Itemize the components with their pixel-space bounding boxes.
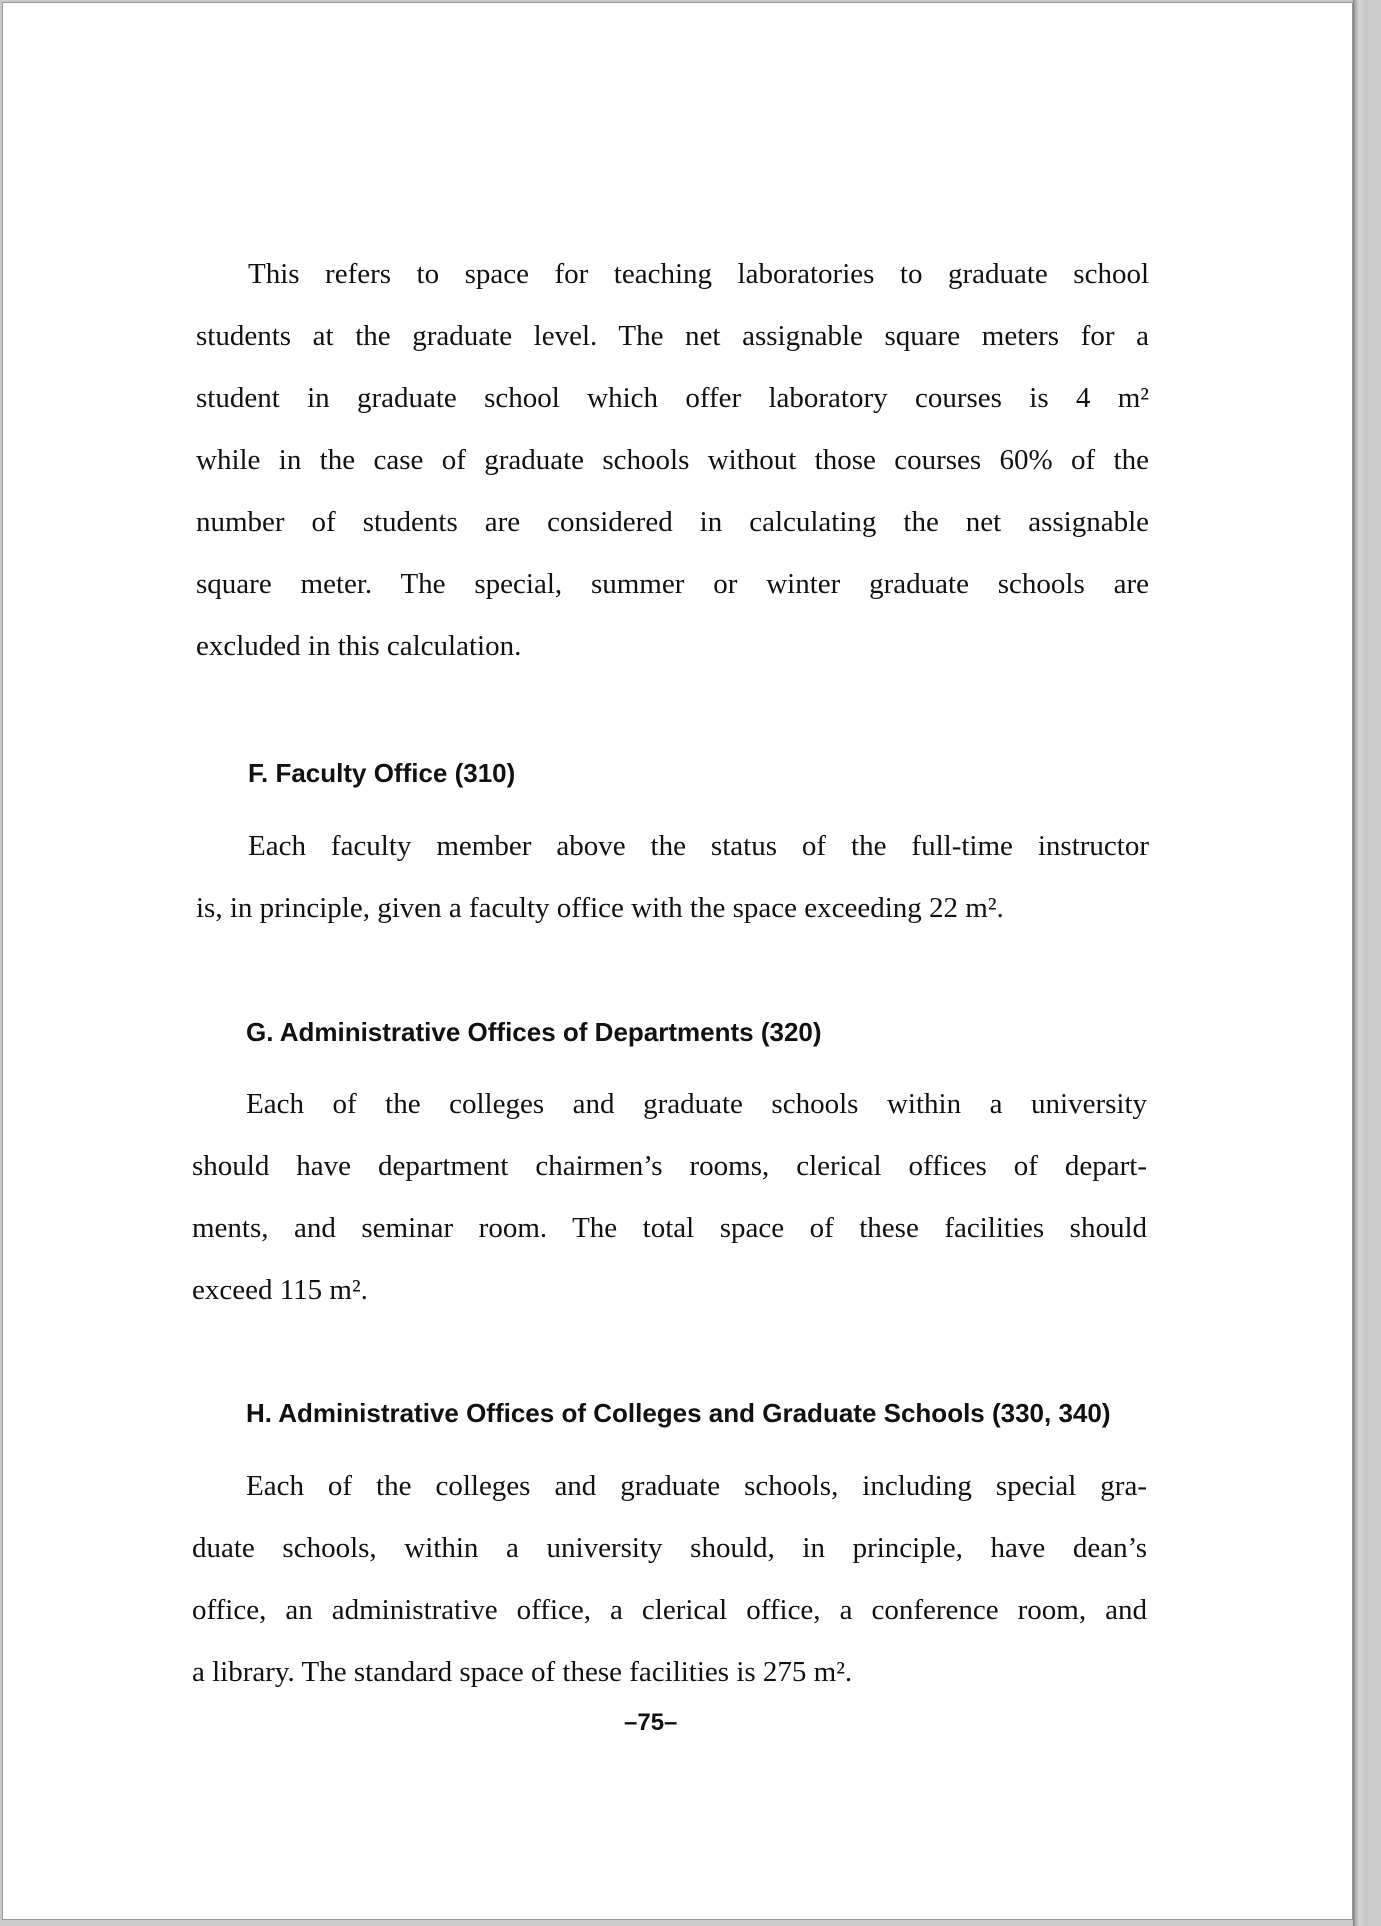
page-edge-shadow bbox=[1353, 0, 1365, 1926]
text-line: number of students are considered in calculating the net assignable bbox=[196, 506, 1149, 538]
section-heading-dept-offices: G. Administrative Offices of Departments (320) bbox=[246, 1017, 822, 1047]
paragraph-dept-offices bbox=[192, 1088, 1147, 1328]
text-line: Each of the colleges and graduate schools, including special gra- bbox=[246, 1470, 1147, 1502]
text-line: duate schools, within a university should, in principle, have dean’s bbox=[192, 1532, 1147, 1564]
page-number: –75– bbox=[624, 1709, 678, 1736]
text-line: a library. The standard space of these facilities is 275 m². bbox=[192, 1656, 853, 1688]
paragraph-college-offices bbox=[192, 1470, 1147, 1710]
text-line: excluded in this calculation. bbox=[196, 630, 522, 662]
text-line: office, an administrative office, a clerical office, a conference room, and bbox=[192, 1594, 1147, 1626]
text-line: should have department chairmen’s rooms, clerical offices of depart- bbox=[192, 1150, 1147, 1182]
text-line: student in graduate school which offer laboratory courses is 4 m² bbox=[196, 382, 1149, 414]
text-line: square meter. The special, summer or winter graduate schools are bbox=[196, 568, 1149, 600]
text-line: is, in principle, given a faculty office with the space exceeding 22 m². bbox=[196, 892, 1004, 924]
text-line: ments, and seminar room. The total space of these facilities should bbox=[192, 1212, 1147, 1244]
text-line: This refers to space for teaching laboratories to graduate school bbox=[248, 258, 1149, 290]
section-heading-faculty-office: F. Faculty Office (310) bbox=[248, 758, 516, 788]
section-heading-college-offices: H. Administrative Offices of Colleges and Graduate Schools (330, 340) bbox=[246, 1398, 1111, 1428]
text-line: Each of the colleges and graduate schools within a university bbox=[246, 1088, 1147, 1120]
text-line: Each faculty member above the status of the full-time instructor bbox=[248, 830, 1149, 862]
text-line: while in the case of graduate schools without those courses 60% of the bbox=[196, 444, 1149, 476]
text-line: students at the graduate level. The net assignable square meters for a bbox=[196, 320, 1149, 352]
paragraph-faculty-office bbox=[196, 830, 1149, 940]
text-line: exceed 115 m². bbox=[192, 1274, 368, 1306]
paragraph-intro bbox=[196, 258, 1149, 678]
